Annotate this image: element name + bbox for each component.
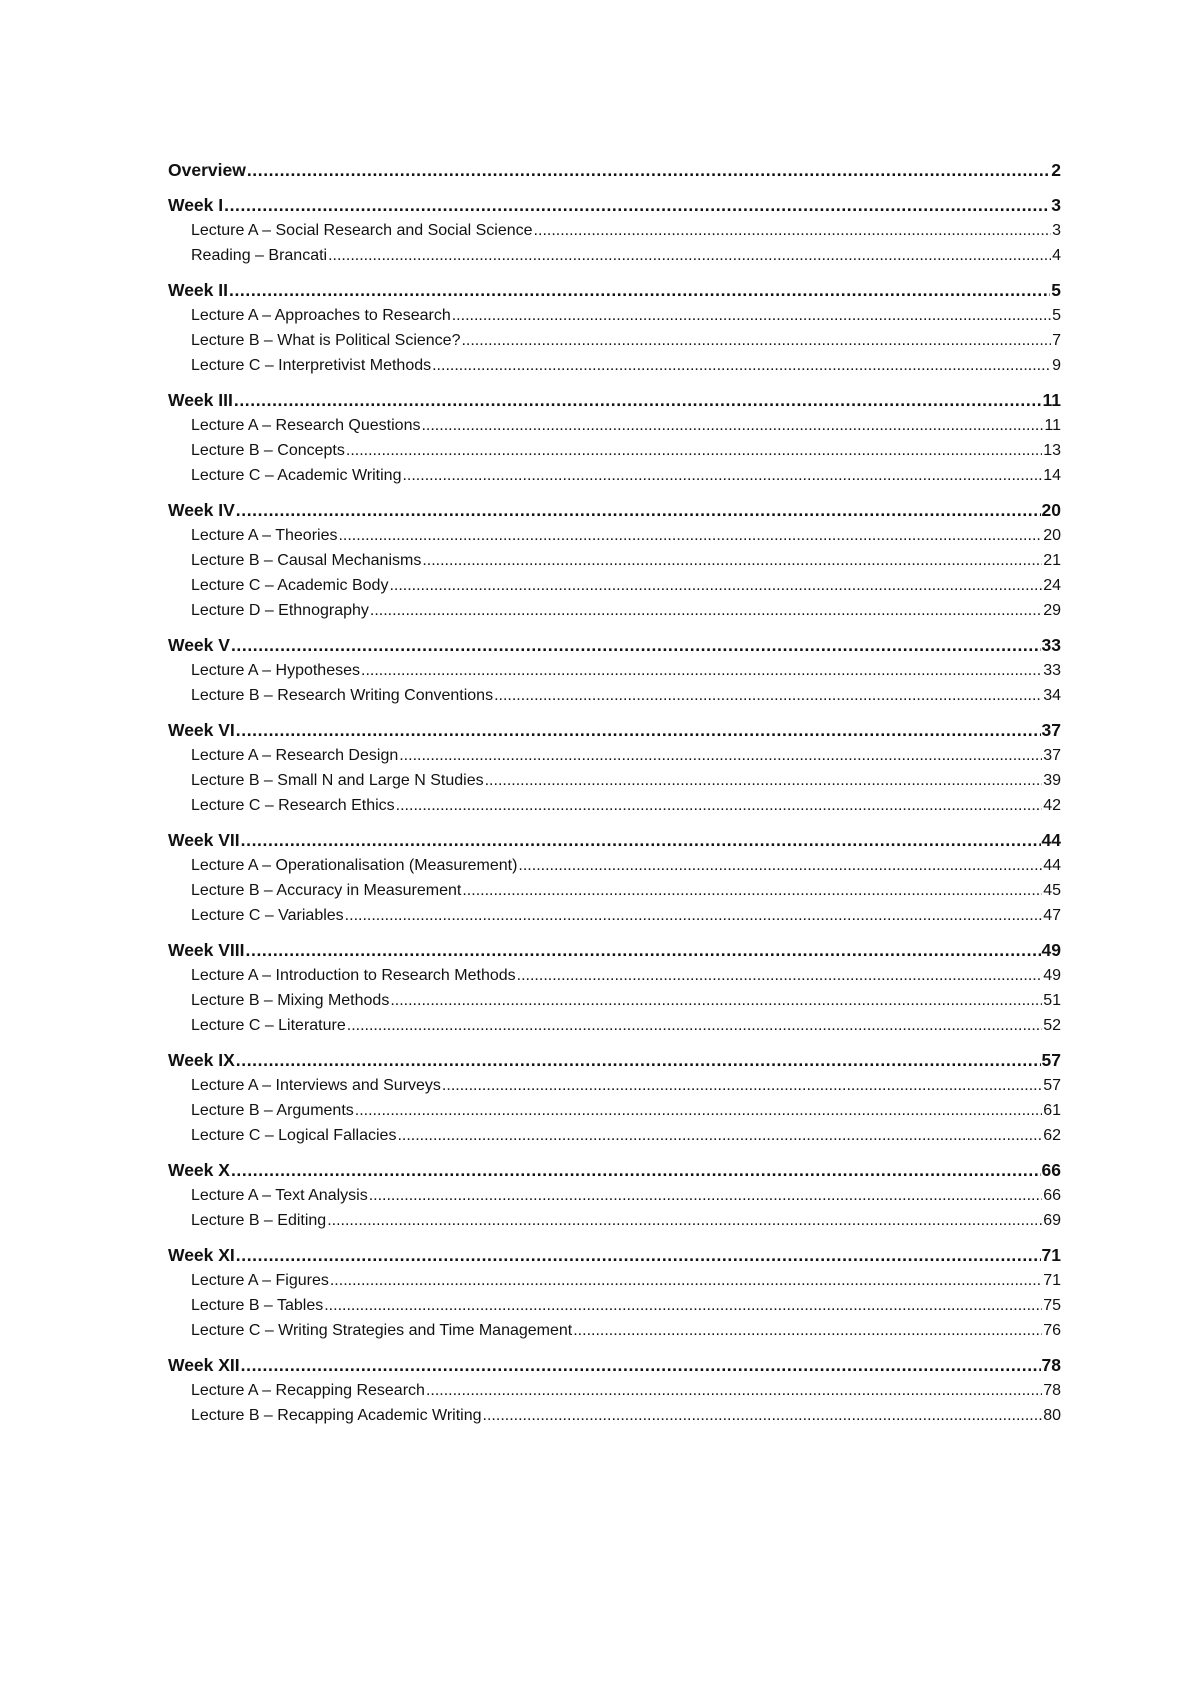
toc-week-entry-page-number: 57 <box>1041 1050 1061 1070</box>
toc-lecture-entry-title: Lecture A – Text Analysis <box>191 1187 368 1204</box>
toc-week-entry-title: Week V <box>168 635 230 655</box>
toc-section <box>168 278 1061 378</box>
toc-lecture-entry-page-number: 24 <box>1043 577 1061 594</box>
toc-lecture-entry-page-number: 47 <box>1043 907 1061 924</box>
dot-leader <box>534 218 1052 243</box>
toc-week-entry-page-number: 11 <box>1042 390 1061 410</box>
toc-lecture-entry-page-number: 52 <box>1043 1017 1061 1034</box>
toc-lecture-entry-page-number: 45 <box>1043 882 1061 899</box>
toc-lecture-entry[interactable] <box>168 1073 1061 1098</box>
toc-lecture-entry-title: Reading – Brancati <box>191 247 328 264</box>
dot-leader <box>247 158 1050 183</box>
toc-lecture-entry-title: Lecture B – Small N and Large N Studies <box>191 772 484 789</box>
dot-leader <box>485 768 1043 793</box>
toc-lecture-entry-page-number: 7 <box>1052 332 1061 349</box>
toc-week-entry[interactable] <box>168 1158 1061 1183</box>
dot-leader <box>241 828 1041 853</box>
dot-leader <box>236 498 1041 523</box>
toc-lecture-entry-title: Lecture C – Variables <box>191 907 344 924</box>
toc-lecture-entry[interactable] <box>168 1183 1061 1208</box>
toc-week-entry-title: Week II <box>168 280 228 300</box>
toc-lecture-entry-page-number: 69 <box>1043 1212 1061 1229</box>
toc-week-entry[interactable] <box>168 938 1061 963</box>
dot-leader <box>224 193 1050 218</box>
toc-lecture-entry[interactable] <box>168 1208 1061 1233</box>
toc-lecture-entry-title: Lecture B – Editing <box>191 1212 327 1229</box>
toc-lecture-entry-page-number: 71 <box>1043 1272 1061 1289</box>
toc-lecture-entry-title: Lecture C – Writing Strategies and Time Management <box>191 1322 573 1339</box>
toc-section <box>168 388 1061 488</box>
dot-leader <box>234 388 1042 413</box>
toc-lecture-entry[interactable] <box>168 743 1061 768</box>
toc-lecture-entry-page-number: 14 <box>1043 467 1061 484</box>
toc-lecture-entry-title: Lecture C – Interpretivist Methods <box>191 357 432 374</box>
toc-section <box>168 633 1061 708</box>
toc-week-entry-title: Week IV <box>168 500 235 520</box>
dot-leader <box>389 573 1042 598</box>
toc-lecture-entry[interactable] <box>168 1318 1061 1343</box>
toc-lecture-entry-title: Lecture B – Arguments <box>191 1102 354 1119</box>
toc-lecture-entry-title: Lecture B – Causal Mechanisms <box>191 552 422 569</box>
toc-lecture-entry-page-number: 61 <box>1043 1102 1061 1119</box>
dot-leader <box>236 718 1041 743</box>
toc-lecture-entry[interactable] <box>168 598 1061 623</box>
toc-lecture-entry-page-number: 42 <box>1043 797 1061 814</box>
toc-lecture-entry-title: Lecture B – Concepts <box>191 442 345 459</box>
toc-lecture-entry[interactable] <box>168 768 1061 793</box>
dot-leader <box>390 988 1042 1013</box>
dot-leader <box>229 278 1050 303</box>
toc-section <box>168 1158 1061 1233</box>
toc-week-entry[interactable] <box>168 828 1061 853</box>
toc-section <box>168 1048 1061 1148</box>
toc-lecture-entry[interactable] <box>168 413 1061 438</box>
dot-leader <box>396 793 1043 818</box>
toc-lecture-entry[interactable] <box>168 1403 1061 1428</box>
toc-lecture-entry-title: Lecture B – Research Writing Conventions <box>191 687 494 704</box>
dot-leader <box>327 1208 1042 1233</box>
toc-lecture-entry-page-number: 20 <box>1043 527 1061 544</box>
dot-leader <box>461 328 1051 353</box>
dot-leader <box>397 1123 1042 1148</box>
dot-leader <box>422 548 1042 573</box>
toc-week-entry-title: Week XII <box>168 1355 240 1375</box>
dot-leader <box>231 633 1041 658</box>
toc-week-entry[interactable] <box>168 158 1061 183</box>
toc-lecture-entry-title: Lecture A – Theories <box>191 527 338 544</box>
toc-lecture-entry-page-number: 34 <box>1043 687 1061 704</box>
dot-leader <box>517 963 1043 988</box>
toc-section <box>168 193 1061 268</box>
toc-lecture-entry[interactable] <box>168 1098 1061 1123</box>
toc-week-entry-title: Week III <box>168 390 233 410</box>
dot-leader <box>370 598 1042 623</box>
toc-lecture-entry[interactable] <box>168 243 1061 268</box>
toc-lecture-entry-page-number: 66 <box>1043 1187 1061 1204</box>
dot-leader <box>452 303 1051 328</box>
toc-lecture-entry[interactable] <box>168 328 1061 353</box>
dot-leader <box>573 1318 1042 1343</box>
dot-leader <box>345 903 1043 928</box>
toc-lecture-entry[interactable] <box>168 683 1061 708</box>
dot-leader <box>518 853 1042 878</box>
toc-section <box>168 828 1061 928</box>
toc-lecture-entry-title: Lecture A – Figures <box>191 1272 329 1289</box>
toc-lecture-entry[interactable] <box>168 1378 1061 1403</box>
toc-lecture-entry-title: Lecture A – Research Design <box>191 747 399 764</box>
toc-week-entry-title: Overview <box>168 160 246 180</box>
toc-lecture-entry-title: Lecture C – Academic Body <box>191 577 389 594</box>
toc-lecture-entry-title: Lecture A – Approaches to Research <box>191 307 451 324</box>
toc-week-entry-title: Week X <box>168 1160 230 1180</box>
toc-week-entry[interactable] <box>168 388 1061 413</box>
toc-lecture-entry-page-number: 33 <box>1043 662 1061 679</box>
toc-lecture-entry[interactable] <box>168 1268 1061 1293</box>
toc-section <box>168 938 1061 1038</box>
toc-week-entry-title: Week XI <box>168 1245 235 1265</box>
toc-lecture-entry-title: Lecture A – Interviews and Surveys <box>191 1077 441 1094</box>
toc-section <box>168 498 1061 623</box>
dot-leader <box>399 743 1042 768</box>
dot-leader <box>347 1013 1042 1038</box>
dot-leader <box>483 1403 1043 1428</box>
dot-leader <box>442 1073 1042 1098</box>
toc-lecture-entry-title: Lecture B – Tables <box>191 1297 324 1314</box>
toc-week-entry-page-number: 37 <box>1041 720 1061 740</box>
toc-lecture-entry-title: Lecture D – Ethnography <box>191 602 369 619</box>
toc-lecture-entry[interactable] <box>168 1013 1061 1038</box>
toc-lecture-entry-page-number: 21 <box>1043 552 1061 569</box>
dot-leader <box>338 523 1042 548</box>
toc-lecture-entry-page-number: 75 <box>1043 1297 1061 1314</box>
toc-week-entry-title: Week VI <box>168 720 235 740</box>
toc-lecture-entry-page-number: 78 <box>1043 1382 1061 1399</box>
toc-section <box>168 1243 1061 1343</box>
toc-week-entry-title: Week VIII <box>168 940 245 960</box>
dot-leader <box>236 1048 1041 1073</box>
toc-week-entry[interactable] <box>168 193 1061 218</box>
toc-lecture-entry[interactable] <box>168 878 1061 903</box>
toc-lecture-entry-title: Lecture B – Mixing Methods <box>191 992 390 1009</box>
toc-lecture-entry-page-number: 51 <box>1043 992 1061 1009</box>
toc-week-entry-page-number: 78 <box>1041 1355 1061 1375</box>
toc-week-entry-page-number: 49 <box>1041 940 1061 960</box>
toc-lecture-entry-title: Lecture A – Hypotheses <box>191 662 360 679</box>
toc-lecture-entry-page-number: 5 <box>1052 307 1061 324</box>
toc-lecture-entry-title: Lecture A – Recapping Research <box>191 1382 425 1399</box>
dot-leader <box>402 463 1042 488</box>
dot-leader <box>231 1158 1041 1183</box>
toc-lecture-entry[interactable] <box>168 1293 1061 1318</box>
toc-week-entry-page-number: 33 <box>1041 635 1061 655</box>
toc-week-entry[interactable] <box>168 498 1061 523</box>
toc-section <box>168 158 1061 183</box>
toc-lecture-entry-page-number: 37 <box>1043 747 1061 764</box>
dot-leader <box>462 878 1042 903</box>
toc-lecture-entry[interactable] <box>168 523 1061 548</box>
dot-leader <box>241 1353 1041 1378</box>
toc-section <box>168 718 1061 818</box>
toc-lecture-entry[interactable] <box>168 218 1061 243</box>
toc-lecture-entry-page-number: 57 <box>1043 1077 1061 1094</box>
toc-week-entry-title: Week I <box>168 195 224 215</box>
toc-lecture-entry-page-number: 4 <box>1052 247 1061 264</box>
toc-week-entry[interactable] <box>168 1048 1061 1073</box>
toc-lecture-entry-title: Lecture B – Recapping Academic Writing <box>191 1407 482 1424</box>
toc-week-entry-page-number: 66 <box>1041 1160 1061 1180</box>
toc-lecture-entry-page-number: 9 <box>1052 357 1061 374</box>
toc-lecture-entry-title: Lecture C – Research Ethics <box>191 797 395 814</box>
dot-leader <box>361 658 1042 683</box>
toc-section <box>168 1353 1061 1428</box>
toc-week-entry-page-number: 71 <box>1041 1245 1061 1265</box>
toc-lecture-entry[interactable] <box>168 303 1061 328</box>
toc-lecture-entry[interactable] <box>168 658 1061 683</box>
dot-leader <box>494 683 1042 708</box>
dot-leader <box>369 1183 1043 1208</box>
toc-lecture-entry-title: Lecture B – Accuracy in Measurement <box>191 882 462 899</box>
toc-week-entry-page-number: 44 <box>1041 830 1061 850</box>
toc-lecture-entry-title: Lecture B – What is Political Science? <box>191 332 461 349</box>
toc-lecture-entry-page-number: 44 <box>1043 857 1061 874</box>
dot-leader <box>328 243 1051 268</box>
toc-lecture-entry[interactable] <box>168 793 1061 818</box>
toc-lecture-entry-title: Lecture A – Social Research and Social Science <box>191 222 533 239</box>
toc-week-entry-page-number: 20 <box>1041 500 1061 520</box>
toc-week-entry-title: Week IX <box>168 1050 235 1070</box>
dot-leader <box>426 1378 1042 1403</box>
toc-lecture-entry-title: Lecture C – Literature <box>191 1017 346 1034</box>
toc-week-entry-page-number: 2 <box>1051 160 1061 180</box>
toc-week-entry[interactable] <box>168 278 1061 303</box>
toc-lecture-entry[interactable] <box>168 903 1061 928</box>
toc-lecture-entry-page-number: 13 <box>1043 442 1061 459</box>
toc-lecture-entry[interactable] <box>168 963 1061 988</box>
toc-lecture-entry-page-number: 11 <box>1044 417 1061 434</box>
toc-lecture-entry[interactable] <box>168 988 1061 1013</box>
toc-week-entry[interactable] <box>168 718 1061 743</box>
toc-week-entry[interactable] <box>168 1353 1061 1378</box>
toc-lecture-entry-page-number: 80 <box>1043 1407 1061 1424</box>
toc-lecture-entry-title: Lecture C – Academic Writing <box>191 467 402 484</box>
toc-lecture-entry-title: Lecture A – Operationalisation (Measurement) <box>191 857 518 874</box>
toc-week-entry-page-number: 5 <box>1051 280 1061 300</box>
toc-lecture-entry-page-number: 29 <box>1043 602 1061 619</box>
toc-lecture-entry-page-number: 49 <box>1043 967 1061 984</box>
toc-lecture-entry[interactable] <box>168 438 1061 463</box>
dot-leader <box>421 413 1043 438</box>
toc-lecture-entry[interactable] <box>168 1123 1061 1148</box>
toc-lecture-entry-page-number: 62 <box>1043 1127 1061 1144</box>
toc-week-entry-title: Week VII <box>168 830 240 850</box>
toc-lecture-entry-page-number: 3 <box>1052 222 1061 239</box>
dot-leader <box>324 1293 1042 1318</box>
toc-lecture-entry[interactable] <box>168 573 1061 598</box>
toc-lecture-entry-page-number: 76 <box>1043 1322 1061 1339</box>
dot-leader <box>432 353 1051 378</box>
dot-leader <box>346 438 1042 463</box>
toc-lecture-entry-title: Lecture A – Research Questions <box>191 417 421 434</box>
dot-leader <box>355 1098 1042 1123</box>
dot-leader <box>246 938 1041 963</box>
toc-lecture-entry-title: Lecture A – Introduction to Research Methods <box>191 967 516 984</box>
table-of-contents <box>168 158 1061 1438</box>
toc-lecture-entry[interactable] <box>168 353 1061 378</box>
toc-lecture-entry-page-number: 39 <box>1043 772 1061 789</box>
dot-leader <box>236 1243 1041 1268</box>
toc-week-entry[interactable] <box>168 633 1061 658</box>
toc-lecture-entry[interactable] <box>168 548 1061 573</box>
toc-lecture-entry[interactable] <box>168 463 1061 488</box>
toc-lecture-entry-title: Lecture C – Logical Fallacies <box>191 1127 397 1144</box>
toc-lecture-entry[interactable] <box>168 853 1061 878</box>
toc-week-entry-page-number: 3 <box>1051 195 1061 215</box>
dot-leader <box>330 1268 1042 1293</box>
toc-week-entry[interactable] <box>168 1243 1061 1268</box>
